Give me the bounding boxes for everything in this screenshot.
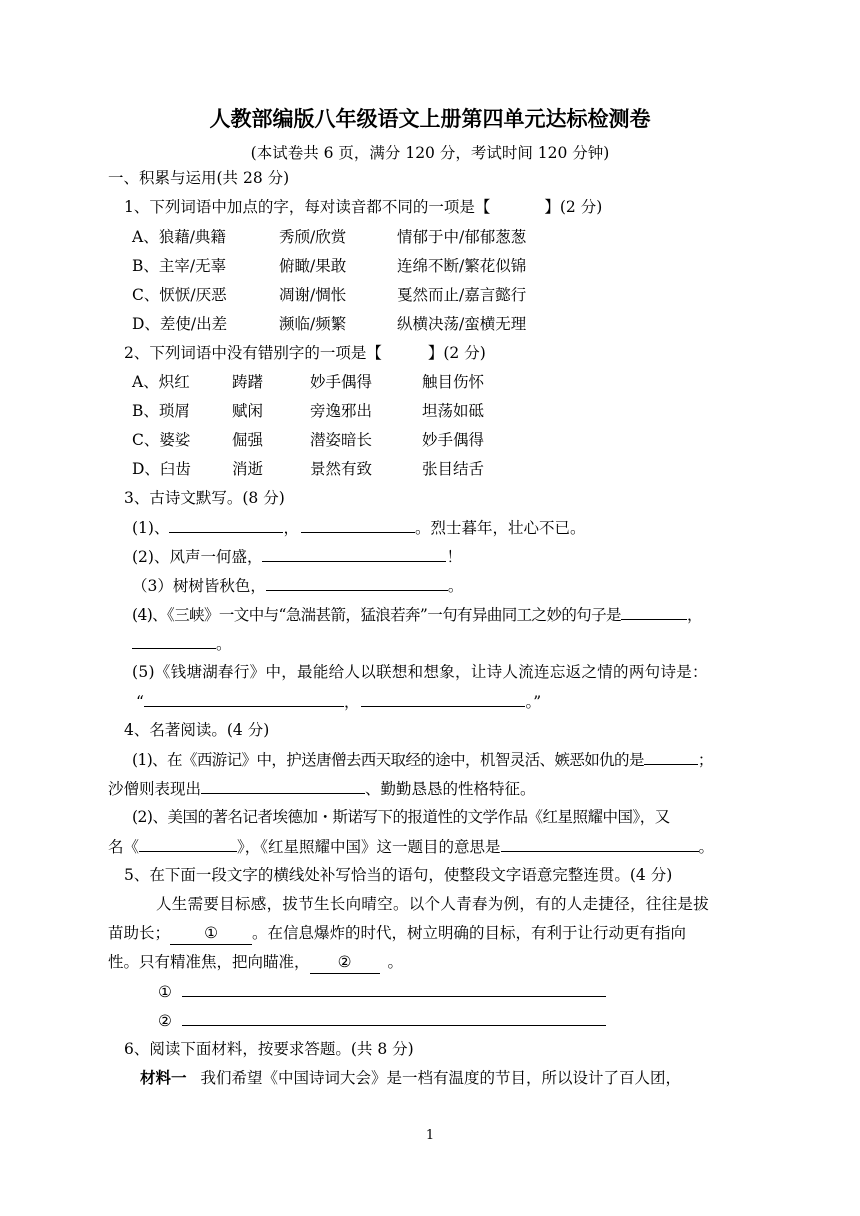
option-d-col1: D、臼齿 <box>132 460 191 478</box>
passage-text: 。 <box>387 953 404 971</box>
option-b-col3: 连绵不断/繁花似锦 <box>397 257 527 275</box>
part-text: ， <box>686 606 702 624</box>
option-b-col3: 旁逸邪出 <box>310 402 373 420</box>
fill-blank[interactable] <box>301 516 415 533</box>
separator: ， <box>343 693 360 711</box>
option-b-col2: 俯瞰/果敢 <box>279 257 347 275</box>
part-text: 。烈士暮年，壮心不已。 <box>414 519 586 537</box>
material-text: 我们希望《中国诗词大会》是一档有温度的节目，所以设计了百人团， <box>200 1069 682 1087</box>
option-d-col3: 景然有致 <box>310 460 373 478</box>
question-5-answer-1 <box>158 980 606 1003</box>
question-2-stem <box>124 342 486 364</box>
quote-open: “ <box>136 693 144 711</box>
question-3-part-3 <box>132 574 463 597</box>
passage-text: 苗助长； <box>108 924 171 942</box>
question-5-answer-2 <box>158 1009 606 1032</box>
question-1-score: 】(2 分) <box>544 198 603 216</box>
option-c-col1: C、恹恹/厌恶 <box>132 286 227 304</box>
question-5-passage-line-1: 人生需要目标感，拔节生长向晴空。以个人青春为例，有的人走捷径，往往是拔 <box>156 895 710 913</box>
option-c-col2: 倔强 <box>232 431 264 449</box>
part-text: 沙僧则表现出 <box>108 780 202 798</box>
question-4-stem: 4、名著阅读。(4 分) <box>124 721 270 739</box>
answer-line[interactable] <box>182 1009 606 1026</box>
fill-blank[interactable] <box>139 835 237 852</box>
part-text: (1)、在《西游记》中，护送唐僧去西天取经的途中，机智灵活、嫉恶如仇的是 <box>132 751 644 769</box>
question-5-passage-line-3 <box>108 951 403 974</box>
fill-blank[interactable] <box>266 574 448 591</box>
part-text: (4)、《三峡》一文中与“急湍甚箭，猛浪若奔”一句有异曲同工之妙的句子是 <box>132 606 621 624</box>
option-c-col4: 妙手偶得 <box>422 431 485 449</box>
part-text: 名《 <box>108 838 140 856</box>
option-d-col2: 濒临/频繁 <box>279 315 347 333</box>
fill-blank[interactable] <box>262 545 446 562</box>
fill-blank[interactable] <box>621 603 687 620</box>
option-d-col2: 消逝 <box>232 460 264 478</box>
question-6-stem: 6、阅读下面材料，按要求答题。(共 8 分) <box>124 1040 414 1058</box>
exam-title: 人教部编版八年级语文上册第四单元达标检测卷 <box>209 106 651 131</box>
part-text: (2)、风声一何盛， <box>132 548 263 566</box>
option-c-col2: 凋谢/惆怅 <box>279 286 347 304</box>
fill-blank[interactable] <box>201 777 365 794</box>
question-3-part-5-answer <box>136 690 541 713</box>
fill-blank[interactable] <box>361 690 525 707</box>
question-4-part-2-cont <box>108 835 714 858</box>
fill-blank[interactable] <box>501 835 699 852</box>
question-3-part-5: (5)《钱塘湖春行》中，最能给人以联想和想象，让诗人流连忘返之情的两句诗是： <box>132 663 708 681</box>
option-d-col4: 张目结舌 <box>422 460 485 478</box>
part-text: ！ <box>446 548 462 566</box>
question-3-part-2 <box>132 545 462 568</box>
part-text: 、勤勤恳恳的性格特征。 <box>365 780 536 798</box>
question-2-stem-text: 2、下列词语中没有错别字的一项是【 <box>124 344 382 362</box>
passage-text: 性。只有精准焦，把向瞄准， <box>108 953 310 971</box>
part-text: 。 <box>698 838 715 856</box>
part-text: 。 <box>216 635 232 653</box>
question-3-part-4 <box>132 603 702 626</box>
section-heading: 一、积累与运用(共 28 分) <box>108 169 290 187</box>
quote-close: 。” <box>525 693 542 711</box>
fill-blank[interactable] <box>169 516 283 533</box>
option-d-col3: 纵横决荡/蛮横无理 <box>397 315 527 333</box>
fill-blank[interactable] <box>132 632 216 649</box>
fill-blank[interactable] <box>144 690 344 707</box>
option-a-col1: A、炽红 <box>132 373 190 391</box>
question-5-passage-line-2 <box>108 922 686 945</box>
option-b-col1: B、琐屑 <box>132 402 190 420</box>
question-1-stem <box>124 196 602 218</box>
material-label: 材料一 <box>140 1068 187 1087</box>
question-4-part-1-cont <box>108 777 536 800</box>
question-1-stem-text: 1、下列词语中加点的字，每对读音都不同的一项是【 <box>124 198 491 216</box>
part-text: 》，《红星照耀中国》这一题目的意思是 <box>237 838 501 856</box>
fill-blank[interactable] <box>644 748 698 765</box>
option-b-col4: 坦荡如砥 <box>422 402 485 420</box>
material-1 <box>140 1067 681 1089</box>
part-label: (1)、 <box>132 519 170 537</box>
page-number: 1 <box>425 1128 435 1143</box>
answer-number: ① <box>158 983 172 1001</box>
option-a-col3: 妙手偶得 <box>310 373 373 391</box>
question-3-part-4-cont <box>132 632 232 655</box>
question-5-stem: 5、在下面一段文字的横线处补写恰当的语句，使整段文字语意完整连贯。(4 分) <box>124 866 673 884</box>
part-text: （3）树树皆秋色， <box>132 577 266 595</box>
option-c-col1: C、婆娑 <box>132 431 191 449</box>
question-3-stem: 3、古诗文默写。(8 分) <box>124 489 285 507</box>
option-c-col3: 戛然而止/嘉言懿行 <box>397 286 527 304</box>
blank-marker-2[interactable]: ② <box>310 951 380 974</box>
part-text: ； <box>697 751 713 769</box>
option-b-col2: 赋闲 <box>232 402 264 420</box>
blank-marker-1[interactable]: ① <box>170 922 252 945</box>
option-a-col4: 触目伤怀 <box>422 373 485 391</box>
separator: ， <box>283 519 299 537</box>
option-a-col1: A、狼藉/典籍 <box>132 228 226 246</box>
question-3-part-1 <box>132 516 586 539</box>
option-c-col3: 潜姿暗长 <box>310 431 373 449</box>
option-b-col1: B、主宰/无辜 <box>132 257 227 275</box>
option-a-col2: 秀颀/欣赏 <box>279 228 347 246</box>
question-4-part-1 <box>132 748 713 771</box>
question-4-part-2: (2)、美国的著名记者埃德加・斯诺写下的报道性的文学作品《红星照耀中国》，又 <box>132 808 670 826</box>
answer-number: ② <box>158 1012 172 1030</box>
answer-line[interactable] <box>182 980 606 997</box>
option-a-col2: 踌躇 <box>232 373 264 391</box>
option-d-col1: D、差使/出差 <box>132 315 228 333</box>
option-a-col3: 情郁于中/郁郁葱葱 <box>397 228 527 246</box>
question-2-score: 】(2 分) <box>427 344 486 362</box>
passage-text: 。在信息爆炸的时代，树立明确的目标，有利于让行动更有指向 <box>252 924 687 942</box>
exam-subtitle: (本试卷共 6 页，满分 120 分，考试时间 120 分钟) <box>250 144 610 162</box>
part-text: 。 <box>447 577 464 595</box>
